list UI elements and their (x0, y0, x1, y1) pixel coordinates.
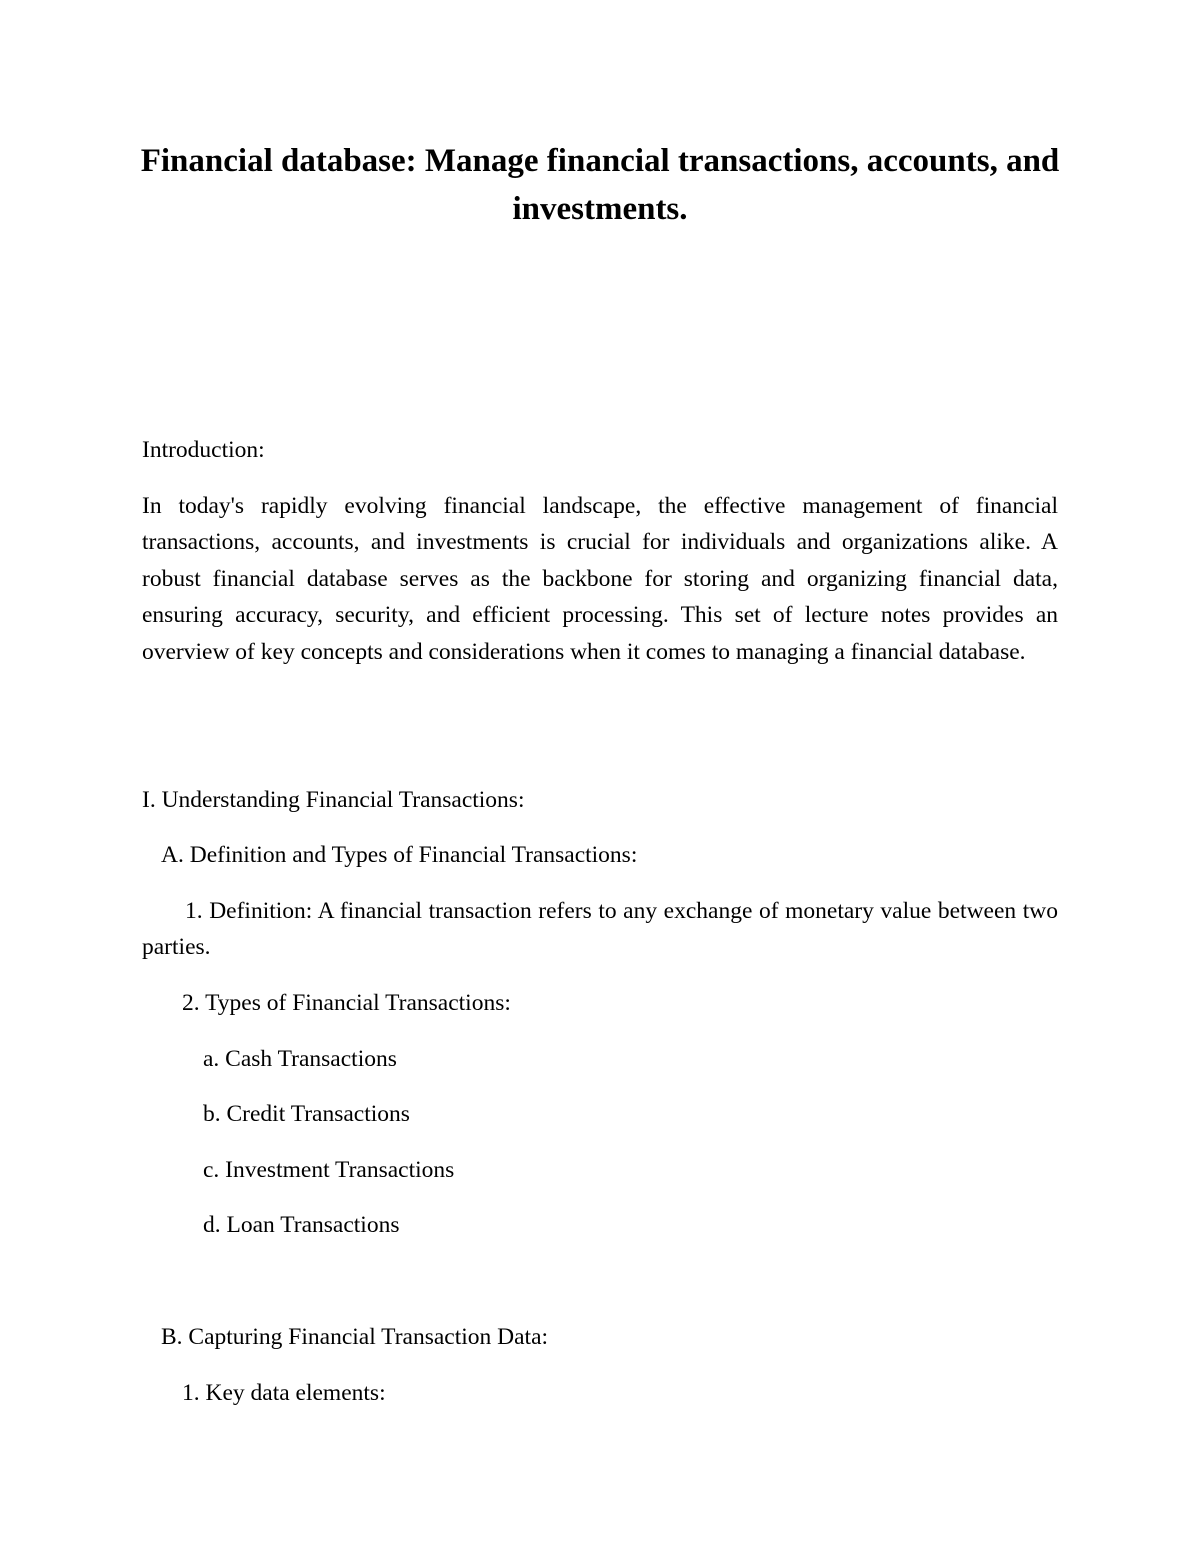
subsection-a-heading: A. Definition and Types of Financial Transactions: (161, 842, 638, 868)
list-item: d. Loan Transactions (203, 1212, 400, 1238)
document-title: Financial database: Manage financial transactions, accounts, and investments. (140, 143, 1060, 227)
definition-paragraph: 1. Definition: A financial transaction refers to any exchange of monetary value between two parties. (142, 898, 1058, 960)
types-heading: 2. Types of Financial Transactions: (182, 990, 511, 1016)
key-data-elements-item: 1. Key data elements: (182, 1380, 386, 1406)
list-item: b. Credit Transactions (203, 1101, 410, 1127)
list-item: a. Cash Transactions (203, 1046, 397, 1072)
introduction-paragraph: In today's rapidly evolving financial landscape, the effective management of financial transactions, accounts, and investments is crucial for individuals and organizations alike. A robust financial database serves as the backbone for storing and organizing financial data, ensuring accuracy, security, and efficient processing. This set of lecture notes provides an overview of key concepts and considerations when it comes to managing a financial database. (142, 493, 1058, 665)
list-item: c. Investment Transactions (203, 1157, 455, 1183)
section-i-heading: I. Understanding Financial Transactions: (142, 787, 525, 813)
subsection-b-heading: B. Capturing Financial Transaction Data: (161, 1324, 549, 1350)
introduction-heading: Introduction: (142, 437, 265, 463)
